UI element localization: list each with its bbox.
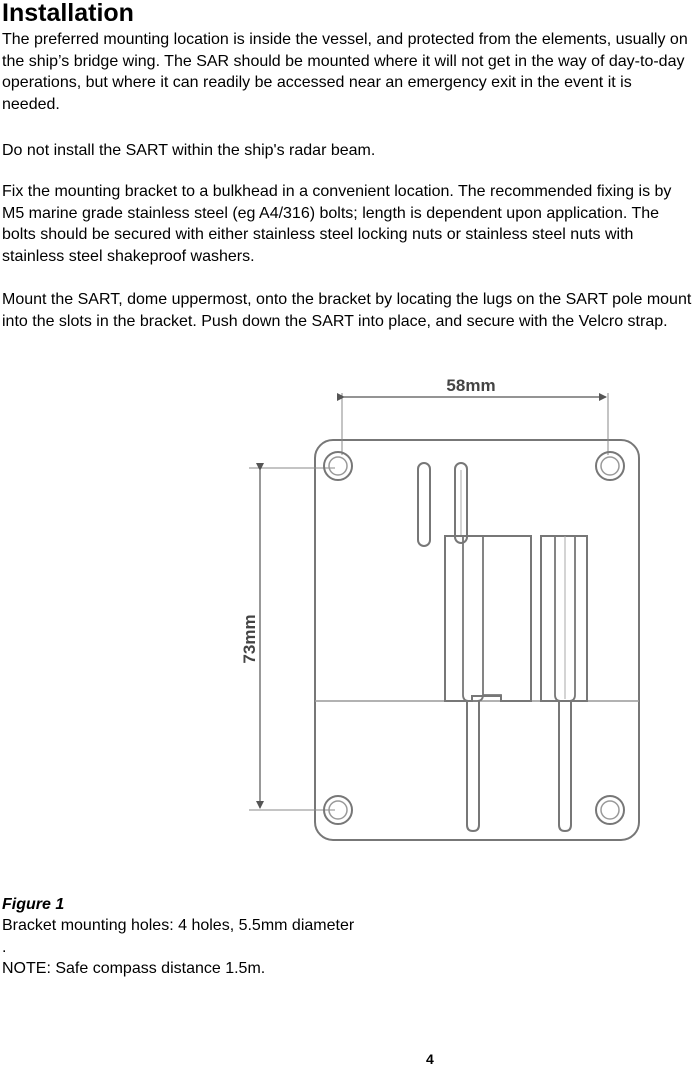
paragraph-radar-beam-warning: Do not install the SART within the ship's radar beam. — [2, 142, 376, 159]
paragraph-fix-bracket: Fix the mounting bracket to a bulkhead in a convenient location. The recommended fixing is by M5 marine grade stainless steel (eg A4/316) bolts; length is dependent upon application. The bolts should be secured with either stainless steel locking nuts or stainless steel nuts with stainless steel shakeproof washers. — [2, 183, 672, 265]
compass-distance-note: NOTE: Safe compass distance 1.5m. — [2, 960, 266, 977]
figure-caption: Figure 1 — [2, 896, 65, 913]
figure-holes-note: Bracket mounting holes: 4 holes, 5.5mm diameter — [2, 917, 355, 934]
figure-dot: . — [2, 939, 7, 956]
paragraph-mounting-location: The preferred mounting location is inside the vessel, and protected from the elements, usually on the ship’s bridge wing. The SAR should be mounted where it will not get in the way of day-to-day operations, but where it can readily be accessed near an emergency exit in the event it is needed. — [2, 31, 688, 113]
page-number: 4 — [426, 1051, 434, 1067]
bracket-diagram — [215, 363, 645, 853]
height-dimension-label: 73mm — [240, 614, 259, 664]
paragraph-mount-sart: Mount the SART, dome uppermost, onto the bracket by locating the lugs on the SART pole mount into the slots in the bracket. Push down the SART into place, and secure with the Velcro strap. — [2, 291, 692, 330]
bracket-drawing — [215, 363, 645, 853]
bracket-plate — [315, 440, 639, 840]
page-heading: Installation — [2, 0, 134, 27]
width-dimension-label: 58mm — [446, 376, 496, 395]
